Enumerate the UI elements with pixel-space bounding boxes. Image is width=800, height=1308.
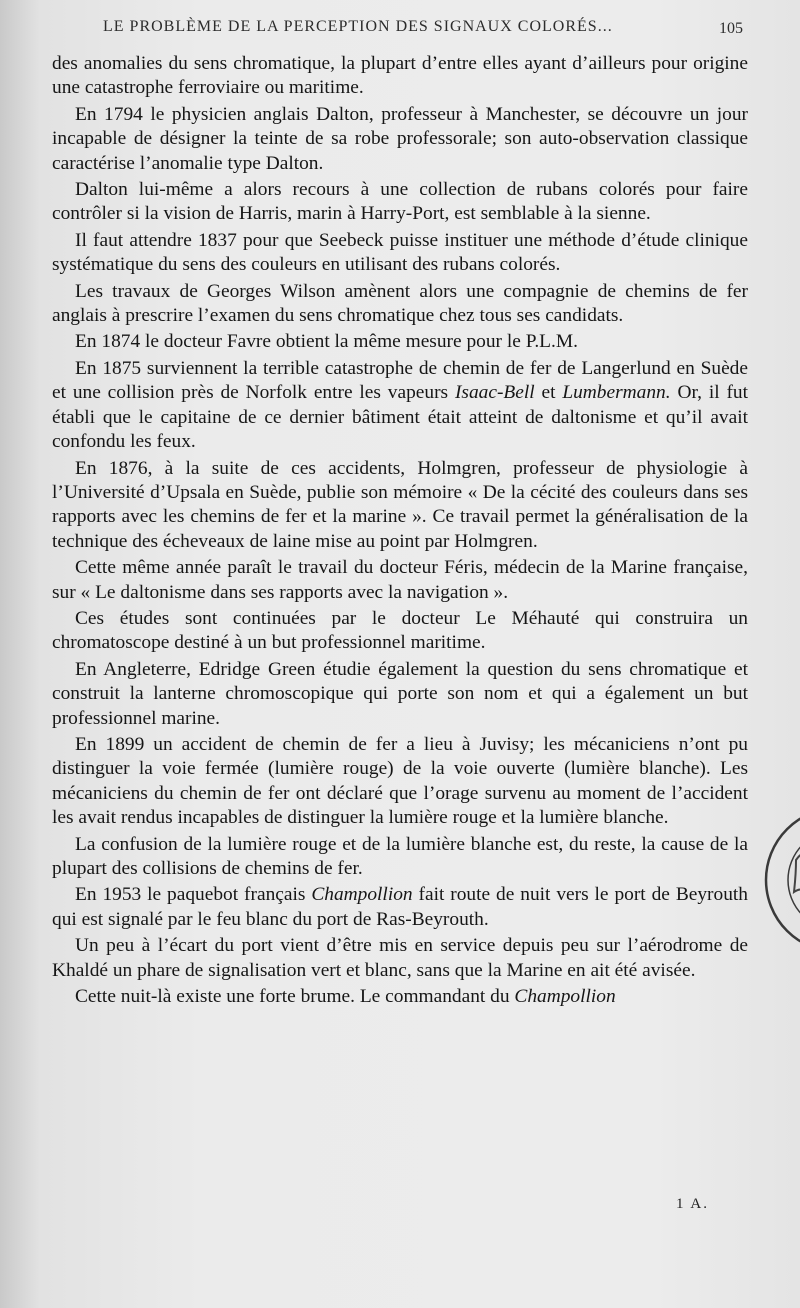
paragraph [52,457,748,555]
paragraph [52,357,748,455]
text-run: En 1875 surviennent la terrible catastrophe de chemin de fer de Langerlund en Suède et une collision près de Norfolk entre les vapeurs [52,357,748,404]
text-run: Un peu à l’écart du port vient d’être mis en service depuis peu sur l’aérodrome de Khaldé un phare de signalisation vert et blanc, sans que la Marine en ait été avisée. [52,935,748,981]
text-run: Les travaux de Georges Wilson amènent alors une compagnie de chemins de fer anglais à prescrire l’examen du sens chromatique chez tous ses candidats. [52,280,748,327]
text-run: En 1953 le paquebot français [75,884,312,906]
paragraph [52,658,748,731]
text-run: Cette nuit-là existe une forte brume. Le commandant du [75,986,515,1008]
text-run: des anomalies du sens chromatique, la plupart d’entre elles ayant d’ailleurs pour origine une catastrophe ferroviaire ou maritime. [52,53,748,99]
paragraph [52,229,748,278]
text-run: En Angleterre, Edridge Green étudie également la question du sens chromatique et construit la lanterne chromoscopique qui porte son nom et qui a également un but professionnel marine. [52,658,748,729]
text-run: En 1876, à la suite de ces accidents, Holmgren, professeur de physiologie à l’Université d’Upsala en Suède, publie son mémoire « De la cécité des couleurs dans ses rapports avec les chemins de fer et la marine ». Ce travail permet la généralisation de la technique des écheveaux de laine mise au point par Holmgren. [52,457,748,552]
italic-text: Isaac-Bell [454,382,535,404]
text-run: En 1874 le docteur Favre obtient la même mesure pour le P.L.M. [75,331,578,353]
text-run: En 1899 un accident de chemin de fer a lieu à Juvisy; les mécaniciens n’ont pu distinguer la voie fermée (lumière rouge) de la voie ouverte (lumière blanche). Les mécaniciens du chemin de fer ont déclaré que l’orage survenu au moment de l’accident les avait rendus incapables de distinguer la lumière rouge et la lumière blanche. [52,733,748,829]
italic-text: Champollion [311,884,413,906]
italic-text: Lumbermann. [562,382,671,404]
signature-mark: 1 A. [676,1196,710,1212]
text-run: Il faut attendre 1837 pour que Seebeck puisse instituer une méthode d’étude clinique systématique du sens des couleurs en utilisant des rubans colorés. [52,229,748,276]
text-run: Cette même année paraît le travail du docteur Féris, médecin de la Marine française, sur « Le daltonisme dans ses rapports avec la navigation ». [52,557,748,603]
paragraph [52,556,748,605]
paragraph [52,330,748,354]
text-run: et [534,382,563,404]
paragraph [52,733,748,831]
paragraph [52,103,748,176]
running-title: LE PROBLÈME DE LA PERCEPTION DES SIGNAUX COLORÉS... [103,18,613,35]
text-run: fait route de nuit vers le port de Beyrouth qui est signalé par le feu blanc du port de Ras-Beyrouth. [52,884,748,930]
paragraph [52,883,748,932]
body-text [52,52,748,1011]
text-run: En 1794 le physicien anglais Dalton, professeur à Manchester, se découvre un jour incapable de désigner la teinte de sa robe professorale; son auto-observation classique caractérise l’anomalie type Dalton. [52,103,748,174]
text-run: Or, il fut établi que le capitaine de ce dernier bâtiment était atteint de daltonisme et qu’il avait confondu les feux. [52,382,748,453]
paragraph [52,52,748,101]
paragraph [52,985,748,1009]
paragraph [52,607,748,656]
italic-text: Champollion [514,986,616,1008]
page-number: 105 [719,20,743,37]
paragraph [52,934,748,983]
text-run: Ces études sont continuées par le docteur Le Méhauté qui construira un chromatoscope destiné à un but professionnel maritime. [52,607,748,654]
paragraph [52,833,748,882]
library-stamp-icon [756,800,800,960]
paragraph [52,280,748,329]
text-run: Dalton lui-même a alors recours à une collection de rubans colorés pour faire contrôler si la vision de Harris, marin à Harry-Port, est semblable à la sienne. [52,179,748,225]
paragraph [52,178,748,227]
text-run: La confusion de la lumière rouge et de la lumière blanche est, du reste, la cause de la plupart des collisions de chemins de fer. [52,833,748,879]
running-header [103,12,743,40]
